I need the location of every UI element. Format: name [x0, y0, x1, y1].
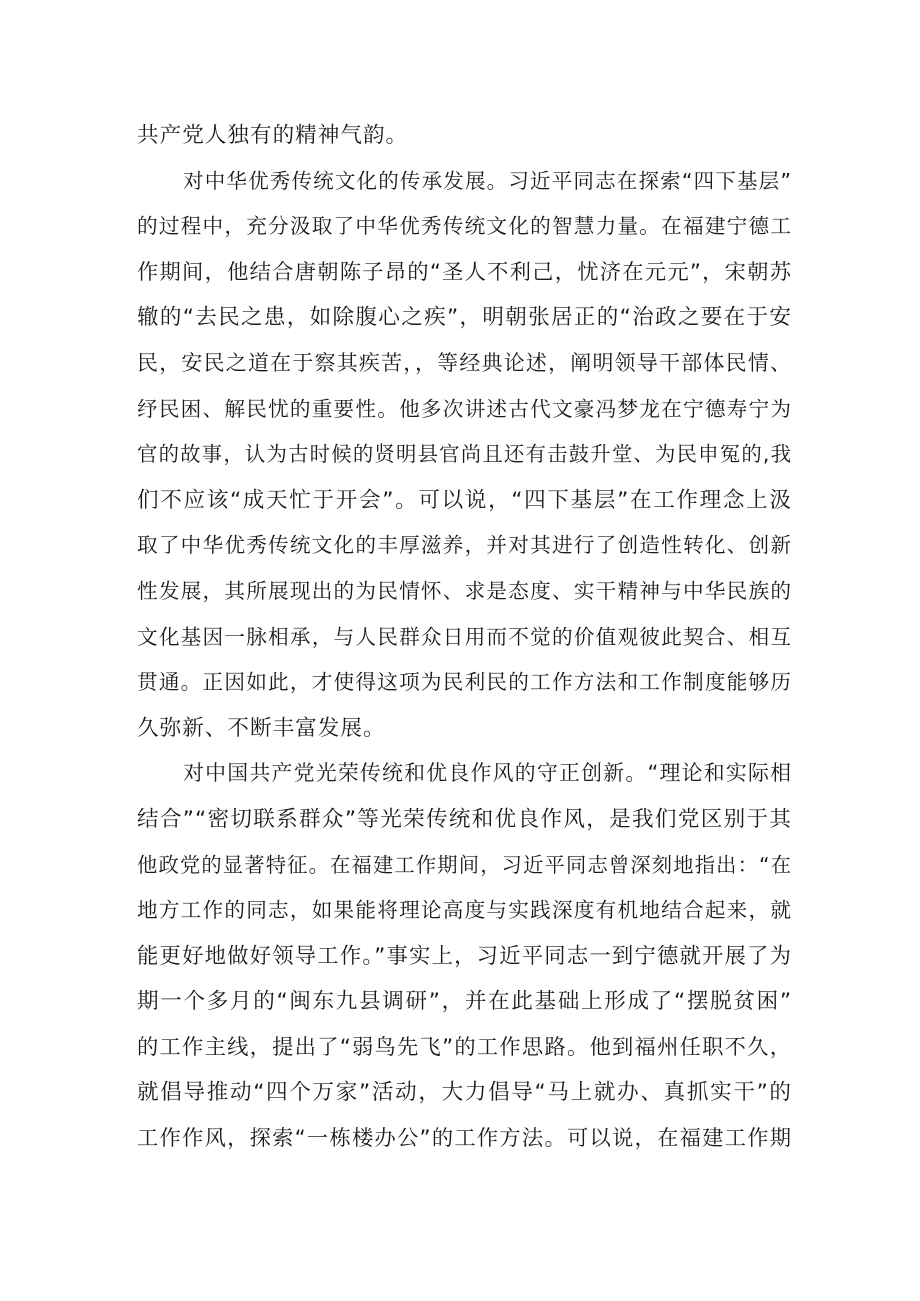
paragraph-line: 能更好地做好领导工作。”事实上，习近平同志一到宁德就开展了为 [137, 943, 792, 969]
paragraph-line: 对中国共产党光荣传统和优良作风的守正创新。“理论和实际相 [183, 761, 792, 786]
paragraph-line: 文化基因一脉相承，与人民群众日用而不觉的价值观彼此契合、相互 [137, 624, 792, 649]
paragraph-line: 辙的“去民之患，如除腹心之疾”，明朝张居正的“治政之要在于安 [137, 305, 792, 331]
paragraph-line: 官的故事，认为古时候的贤明县官尚且还有击鼓升堂、为民申冤的,我 [137, 442, 792, 467]
paragraph-line: 期一个多月的“闽东九县调研”，并在此基础上形成了“摆脱贫困” [137, 989, 792, 1015]
paragraph-line: 性发展，其所展现出的为民情怀、求是态度、实干精神与中华民族的 [137, 578, 792, 603]
paragraph-line: 贯通。正因如此，才使得这项为民利民的工作方法和工作制度能够历 [137, 670, 792, 695]
paragraph-line: 取了中华优秀传统文化的丰厚滋养，并对其进行了创造性转化、创新 [137, 533, 792, 558]
paragraph-line: 他政党的显著特征。在福建工作期间，习近平同志曾深刻地指出：“在 [137, 852, 792, 877]
paragraph-line: 作期间，他结合唐朝陈子昂的“圣人不利己，忧济在元元”，宋朝苏 [137, 259, 792, 285]
paragraph-line: 就倡导推动“四个万家”活动，大力倡导“马上就办、真抓实干”的 [137, 1080, 792, 1106]
paragraph-line: 民，安民之道在于察其疾苦，，等经典论述，阐明领导干部体民情、 [137, 350, 792, 375]
document-body [137, 113, 792, 1162]
paragraph-line: 们不应该“成天忙于开会”。可以说，“四下基层”在工作理念上汲 [137, 487, 792, 513]
paragraph-line: 纾民困、解民忧的重要性。他多次讲述古代文豪冯梦龙在宁德寿宁为 [137, 396, 792, 421]
paragraph-line: 的工作主线，提出了“弱鸟先飞”的工作思路。他到福州任职不久， [137, 1034, 792, 1060]
paragraph-line: 共产党人独有的精神气韵。 [137, 123, 409, 148]
paragraph-line: 的过程中，充分汲取了中华优秀传统文化的智慧力量。在福建宁德工 [137, 214, 792, 239]
paragraph-line: 地方工作的同志，如果能将理论高度与实践深度有机地结合起来，就 [137, 898, 792, 923]
paragraph-line: 久弥新、不断丰富发展。 [137, 715, 386, 741]
paragraph-line: 结合”“密切联系群众”等光荣传统和优良作风，是我们党区别于其 [137, 806, 792, 832]
paragraph-line: 工作作风，探索“一栋楼办公”的工作方法。可以说，在福建工作期 [137, 1126, 792, 1152]
paragraph-line: 对中华优秀传统文化的传承发展。习近平同志在探索“四下基层” [183, 168, 792, 193]
